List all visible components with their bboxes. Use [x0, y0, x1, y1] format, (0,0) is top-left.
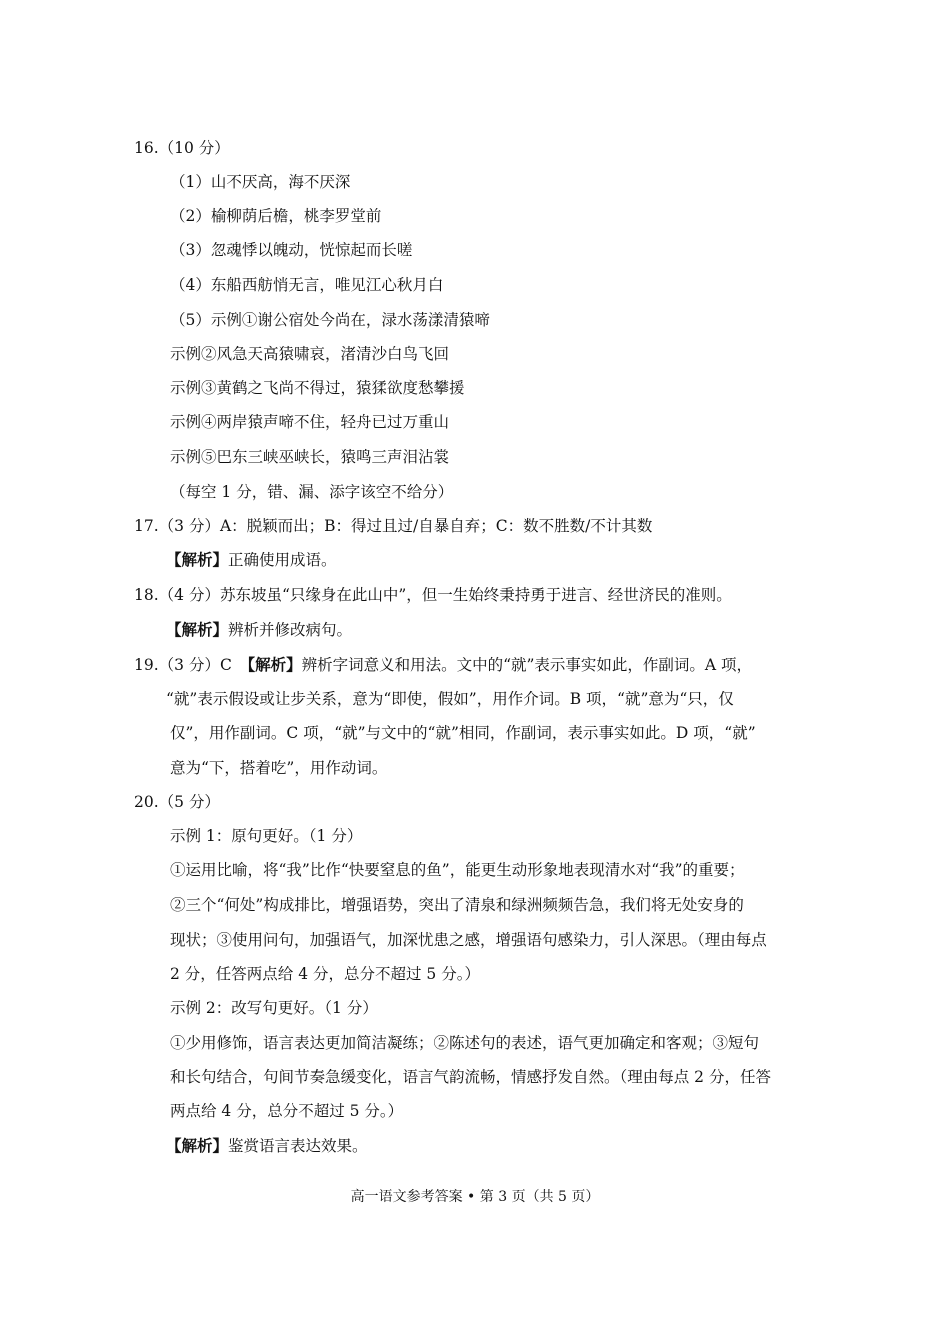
analysis-text: 正确使用成语。: [228, 551, 337, 569]
analysis-label: 【解析】: [166, 620, 229, 639]
q16-answer-line: 示例⑤巴东三峡巫峡长，猿鸣三声泪沾裳: [170, 448, 450, 466]
page-footer: 高一语文参考答案 • 第 3 页（共 5 页）: [350, 1189, 600, 1205]
analysis-label: 【解析】: [247, 655, 302, 674]
q16-answer-line: （1）山不厌高，海不厌深: [170, 173, 351, 191]
q20-answer-line: 2 分，任答两点给 4 分，总分不超过 5 分。）: [170, 965, 480, 983]
analysis-text: 鉴赏语言表达效果。: [228, 1137, 368, 1155]
q16-answer-line: （5）示例①谢公宿处今尚在，渌水荡漾清猿啼: [170, 311, 490, 329]
q20-answer-line: 现状；③使用问句，加强语气，加深忧患之感，增强语句感染力，引人深思。（理由每点: [170, 931, 767, 949]
q20-example-2-title: 示例 2：改写句更好。（1 分）: [170, 999, 378, 1017]
q19-analysis-line: “就”表示假设或让步关系，意为“即使，假如”，用作介词。B 项，“就”意为“只，仅: [166, 690, 734, 708]
q20-answer-line: ①运用比喻，将“我”比作“快要窒息的鱼”，能更生动形象地表现清水对“我”的重要；: [170, 861, 745, 879]
q16-scoring-note: （每空 1 分，错、漏、添字该空不给分）: [170, 483, 454, 501]
analysis-text: 辨析并修改病句。: [228, 621, 353, 639]
q20-heading: 20.（5 分）: [134, 793, 220, 811]
q20-analysis: [166, 1136, 368, 1156]
q16-answer-line: 示例④两岸猿声啼不住，轻舟已过万重山: [170, 413, 450, 431]
q19-heading: [134, 655, 752, 675]
analysis-label: 【解析】: [166, 550, 229, 569]
q16-answer-line: 示例②风急天高猿啸哀，渚清沙白鸟飞回: [170, 345, 450, 363]
q16-answer-line: 示例③黄鹤之飞尚不得过，猿猱欲度愁攀援: [170, 379, 465, 397]
q19-analysis-text: 辨析字词意义和用法。文中的“就”表示事实如此，作副词。A 项，: [301, 656, 753, 674]
q20-example-1-title: 示例 1：原句更好。（1 分）: [170, 827, 363, 845]
q16-answer-line: （3）忽魂悸以魄动，恍惊起而长嗟: [170, 241, 413, 259]
q20-answer-line: ②三个“何处”构成排比，增强语势，突出了清泉和绿洲频频告急，我们将无处安身的: [170, 896, 744, 914]
analysis-label: 【解析】: [166, 1136, 229, 1155]
q17-analysis: [166, 550, 337, 570]
q19-analysis-line: 仅”，用作副词。C 项，“就”与文中的“就”相同，作副词，表示事实如此。D 项，“就”: [170, 724, 756, 742]
q16-heading: 16.（10 分）: [134, 139, 230, 157]
q19-score: 19.（3 分）C: [134, 656, 248, 674]
q18-analysis: [166, 620, 352, 640]
q17-heading: 17.（3 分）A：脱颖而出；B：得过且过/自暴自弃；C：数不胜数/不计其数: [134, 517, 653, 535]
q20-answer-line: ①少用修饰，语言表达更加简洁凝练；②陈述句的表述，语气更加确定和客观；③短句: [170, 1034, 760, 1052]
q20-answer-line: 两点给 4 分，总分不超过 5 分。）: [170, 1102, 404, 1120]
q16-answer-line: （4）东船西舫悄无言，唯见江心秋月白: [170, 276, 444, 294]
q19-analysis-line: 意为“下，搭着吃”，用作动词。: [170, 759, 388, 777]
q16-answer-line: （2）榆柳荫后檐，桃李罗堂前: [170, 207, 382, 225]
q18-heading: 18.（4 分）苏东坡虽“只缘身在此山中”，但一生始终秉持勇于进言、经世济民的准则。: [134, 586, 732, 604]
q20-answer-line: 和长句结合，句间节奏急缓变化，语言气韵流畅，情感抒发自然。（理由每点 2 分，任答: [170, 1068, 771, 1086]
